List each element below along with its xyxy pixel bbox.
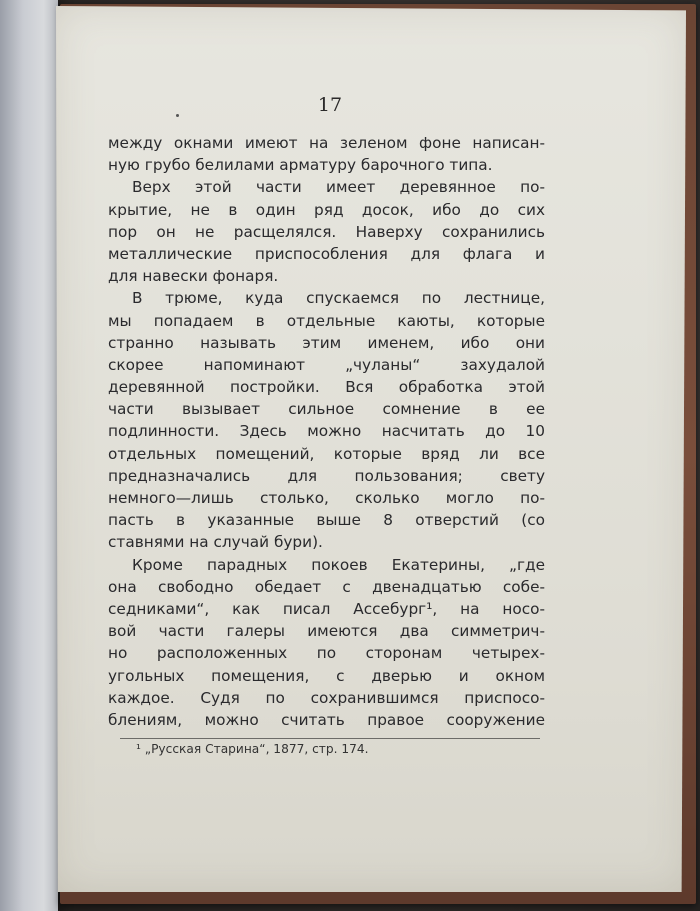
footnote-rule	[120, 738, 540, 739]
text-line: Кроме парадных покоев Екатерины, „где	[132, 555, 545, 574]
text-line: пор он не расщелялся. Наверху сохранились	[108, 222, 545, 241]
left-page-edge	[0, 0, 58, 911]
text-line: вой части галеры имеются два симметрич-	[108, 622, 545, 641]
text-line: седниками“, как писал Ассебург¹, на носо-	[108, 599, 545, 618]
text-line: пасть в указанные выше 8 отверстий (со	[108, 511, 545, 530]
text-line: деревянной постройки. Вся обработка этой	[108, 378, 545, 397]
text-line: В трюме, куда спускаемся по лестнице,	[132, 289, 545, 308]
text-line: подлинности. Здесь можно насчитать до 10	[108, 422, 545, 441]
text-line: но расположенных по сторонам четырех-	[108, 644, 545, 663]
text-line: крытие, не в один ряд досок, ибо до сих	[108, 200, 545, 219]
text-line: угольных помещения, с дверью и окном	[108, 666, 545, 685]
text-line: ставнями на случай бури).	[108, 533, 323, 552]
page-number: 17	[317, 94, 343, 116]
text-line: Верх этой части имеет деревянное по-	[132, 178, 545, 197]
text-line: части вызывает сильное сомнение в ее	[108, 400, 545, 419]
text-line: она свободно обедает с двенадцатью собе-	[108, 577, 545, 596]
text-line: отдельных помещений, которые вряд ли все	[108, 444, 545, 463]
text-line: для навески фонаря.	[108, 267, 279, 286]
footnote	[136, 742, 369, 756]
text-line: ную грубо белилами арматуру барочного типа.	[108, 156, 493, 175]
text-line: предназначались для пользования; свету	[108, 466, 545, 485]
footnote-text: „Русская Старина“, 1877, стр. 174.	[144, 742, 369, 756]
text-line: немного—лишь столько, сколько могло по-	[108, 489, 545, 507]
text-line: блениям, можно считать правое сооружение	[108, 710, 545, 729]
body-text	[108, 132, 545, 731]
print-speck	[176, 114, 179, 117]
text-line: каждое. Судя по сохранившимся приспосо-	[108, 688, 545, 707]
text-line: странно называть этим именем, ибо они	[108, 333, 545, 352]
footnote-marker: ¹	[136, 742, 141, 756]
text-line: металлические приспособления для флага и	[108, 244, 545, 263]
text-line: скорее напоминают „чуланы“ захудалой	[108, 355, 545, 374]
text-line: между окнами имеют на зеленом фоне написан-	[108, 134, 545, 152]
text-line: мы попадаем в отдельные каюты, которые	[108, 311, 545, 330]
